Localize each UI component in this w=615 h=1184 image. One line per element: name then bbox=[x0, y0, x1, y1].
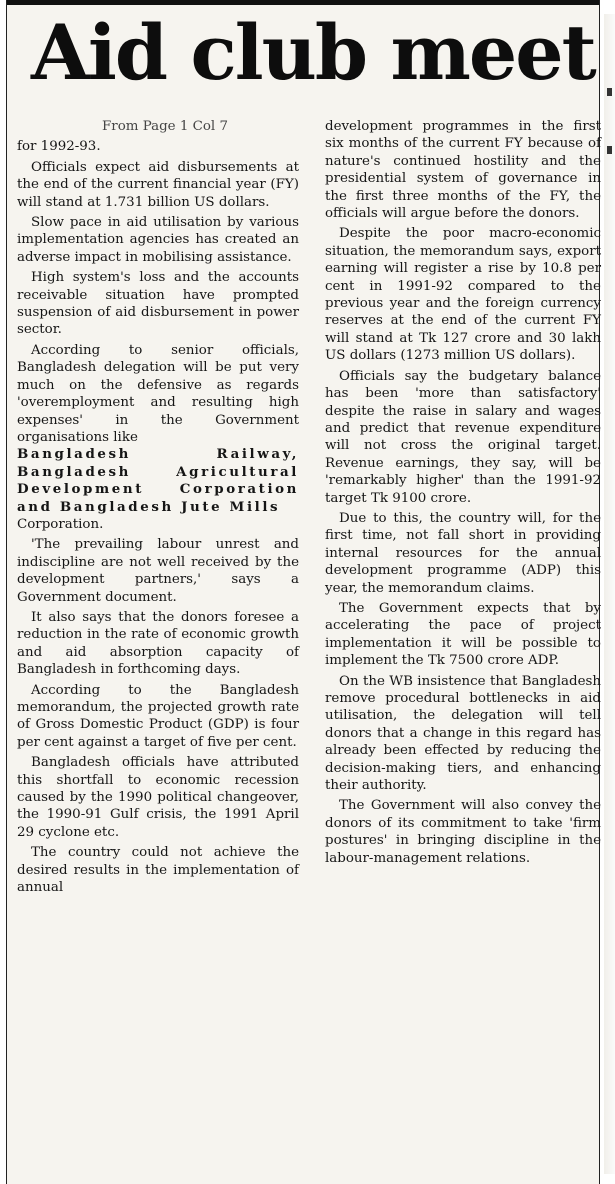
article-column-right bbox=[325, 118, 601, 870]
paragraph: According to senior officials, Bangladesh delegation will be put very much on the defensive as regards 'overemployment and resulting high expenses' in the Government organisations like bbox=[17, 342, 299, 445]
paragraph: The country could not achieve the desired results in the implementation of annual bbox=[17, 845, 299, 896]
paragraph: 'The prevailing labour unrest and indiscipline are not well received by the development partners,' says a Government document. bbox=[17, 537, 299, 605]
edge-mark bbox=[607, 146, 612, 154]
paragraph: Officials expect aid disbursements at the end of the current financial year (FY) will stand at 1.731 billion US dollars. bbox=[17, 159, 299, 210]
paragraph: Bangladesh officials have attributed this shortfall to economic recession caused by the 1990 political changeover, the 1990-91 Gulf crisis, the 1991 April 29 cyclone etc. bbox=[17, 755, 299, 840]
paragraph: Slow pace in aid utilisation by various implementation agencies has created an adverse impact in mobilising assistance. bbox=[17, 215, 299, 265]
paragraph: Despite the poor macro-economic situation, the memorandum says, export earning will register a rise by 10.8 per cent in 1991-92 compared to the previous year and the foreign currency reserves at the end of the current FY will stand at Tk 127 crore and 30 lakh US dollars (1273 million US dollars). bbox=[325, 226, 601, 364]
paragraph: for 1992-93. bbox=[17, 139, 101, 155]
paragraph: According to the Bangladesh memorandum, the projected growth rate of Gross Domestic Product (GDP) is four per cent against a target of five per cent. bbox=[17, 682, 299, 750]
continued-from-line: From Page 1 Col 7 bbox=[102, 119, 228, 134]
paragraph: The Government expects that by accelerating the pace of project implementation it will be possible to implement the Tk 7500 crore ADP. bbox=[325, 600, 601, 669]
paragraph: Officials say the budgetary balance has been 'more than satisfactory' despite the raise in salary and wages and predict that revenue expenditure will not cross the original target. Revenue earnings, they say, will be 'remarkably higher' than the 1991-92 target Tk 9100 crore. bbox=[325, 368, 601, 506]
paragraph: The Government will also convey the donors of its commitment to take 'firm postures' in bringing discipline in the labour-management relations. bbox=[325, 798, 601, 866]
paragraph: Corporation. bbox=[17, 516, 104, 532]
organisations-list: Bangladesh Railway, Bangladesh Agricultural Development Corporation and Bangladesh Jute Mills bbox=[17, 446, 299, 515]
paragraph: High system's loss and the accounts receivable situation have prompted suspension of aid disbursement in power sector. bbox=[17, 270, 299, 338]
headline: Aid club meet bbox=[31, 8, 595, 97]
adjacent-column-edge bbox=[604, 14, 615, 1174]
article-column-left bbox=[17, 118, 299, 899]
paragraph: It also says that the donors foresee a reduction in the rate of economic growth and aid absorption capacity of Bangladesh in forthcoming days. bbox=[17, 609, 299, 678]
edge-mark bbox=[607, 88, 612, 96]
newspaper-clipping bbox=[6, 0, 600, 1184]
paragraph: On the WB insistence that Bangladesh remove procedural bottlenecks in aid utilisation, the delegation will tell donors that a change in this regard has already been effected by reducing the decision-making tiers, and enhancing their authority. bbox=[325, 673, 601, 794]
paragraph: development programmes in the first six months of the current FY because of nature's continued hostility and the presidential system of governance in the first three months of the FY, the officials will argue before the donors. bbox=[325, 119, 601, 222]
top-rule bbox=[7, 0, 599, 5]
paragraph: Due to this, the country will, for the first time, not fall short in providing internal resources for the annual development programme (ADP) this year, the memorandum claims. bbox=[325, 510, 601, 596]
